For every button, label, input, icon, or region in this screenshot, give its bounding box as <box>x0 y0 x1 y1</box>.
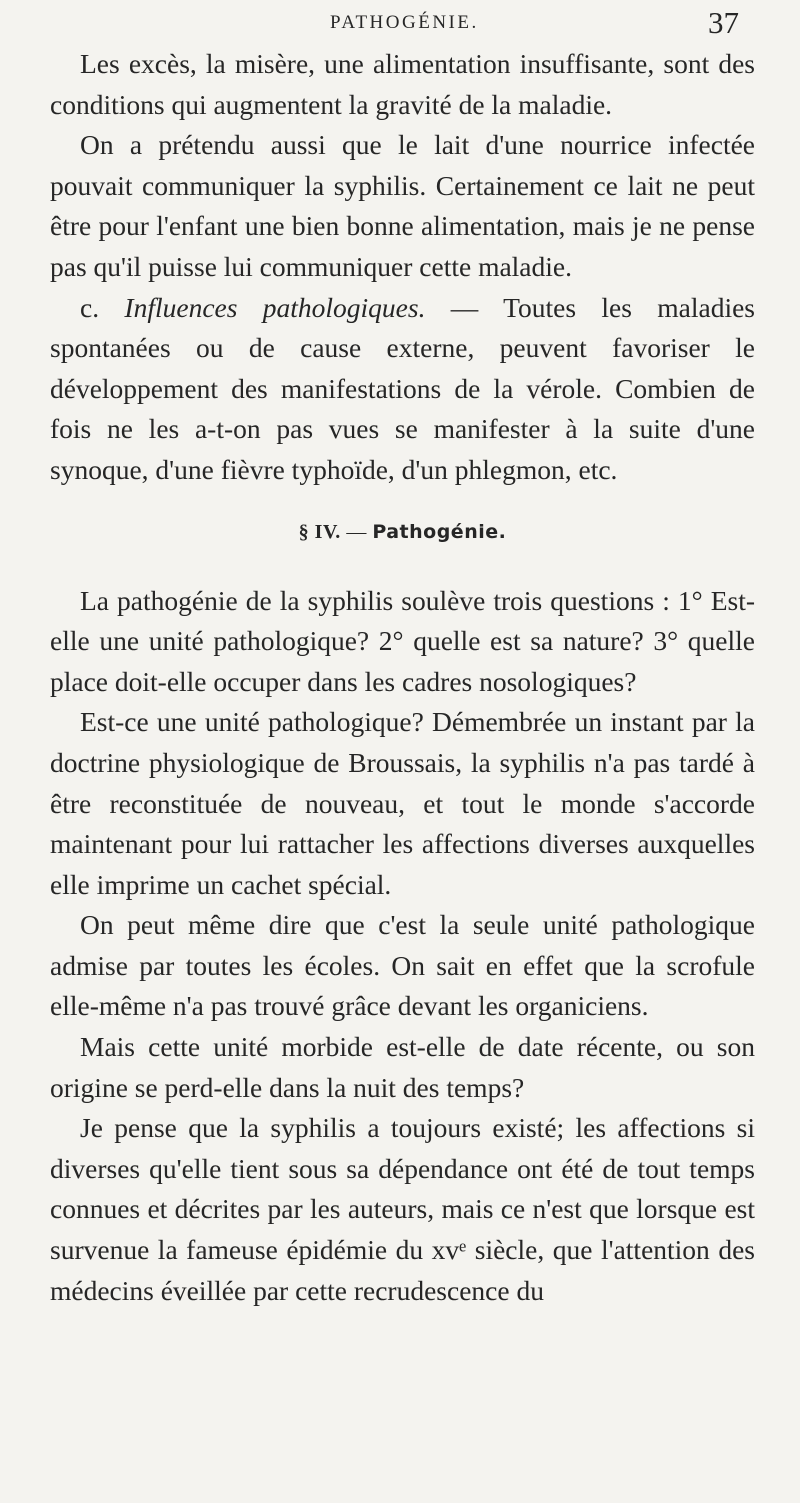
paragraph-excess: Les excès, la misère, une alimentation insuffisante, sont des conditions qui augmentent la gravité de la maladie. <box>50 48 755 120</box>
page-number: 37 <box>708 5 739 40</box>
paragraph-schools: On peut même dire que c'est la seule unité pathologique admise par toutes les écoles. On sait en effet que la scrofule elle-même n'a pas trouvé grâce devant les organiciens. <box>50 909 755 1022</box>
running-head <box>0 4 800 44</box>
section-number: § IV. <box>298 520 341 543</box>
section-heading <box>50 521 755 543</box>
paragraph-nurse-milk: On a prétendu aussi que le lait d'une nourrice infectée pouvait communiquer la syphilis. Certainement ce lait ne peut être pour l'enfant une bien bonne alimentation, mais je ne pense pas qu'il puisse lui communiquer cette maladie. <box>50 129 755 282</box>
body-text <box>50 44 755 1311</box>
running-title: PATHOGÉNIE. <box>330 12 479 33</box>
paragraph-history: Je pense que la syphilis a toujours existé; les affections si diverses qu'elle tient sous sa dépendance ont été de tout temps connues et décrites par les auteurs, mais ce n'est que lorsque est survenue la fameuse épidémie du xvᵉ siècle, que l'attention des médecins éveillée par cette recrudescence du <box>50 1112 755 1306</box>
section-title: Pathogénie. <box>372 520 507 543</box>
list-label: c. <box>80 291 100 323</box>
paragraph-pathological-unity: Est-ce une unité pathologique? Démembrée un instant par la doctrine physiologique de Broussais, la syphilis n'a pas tardé à être reconstituée de nouveau, et tout le monde s'accorde maintenant pour lui rattacher les affections diverses auxquelles elle imprime un cachet spécial. <box>50 706 755 900</box>
subsection-title: Influences pathologiques. <box>124 291 426 323</box>
section-dash: — <box>346 520 367 543</box>
paragraph-three-questions: La pathogénie de la syphilis soulève trois questions : 1° Est-elle une unité pathologique? 2° quelle est sa nature? 3° quelle place doit-elle occuper dans les cadres nosologiques? <box>50 584 755 697</box>
paragraph-pathological-influences <box>50 288 755 491</box>
paragraph-origin-question: Mais cette unité morbide est-elle de date récente, ou son origine se perd-elle dans la nuit des temps? <box>50 1031 755 1103</box>
paragraph-text: — Toutes les maladies spontanées ou de cause externe, peuvent favoriser le développement des manifestations de la vérole. Combien de fois ne les a-t-on pas vues se manifester à la suite d'une synoque, d'une fièvre typhoïde, d'un phlegmon, etc. <box>50 291 755 485</box>
